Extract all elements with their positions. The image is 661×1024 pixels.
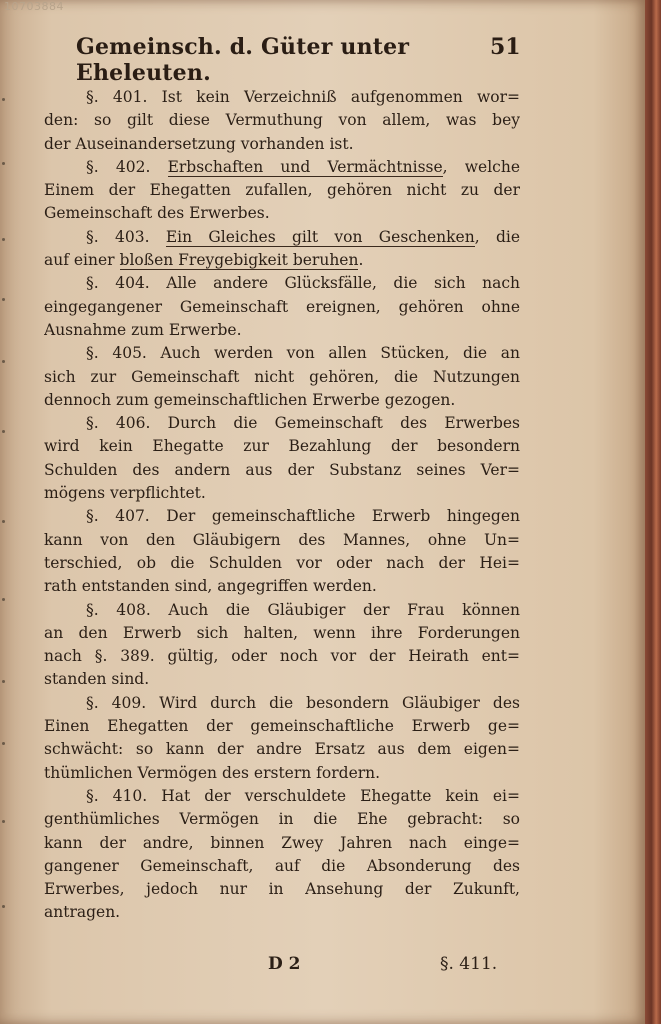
text-line: §. 405. Auch werden von allen Stücken, die an [86,344,520,363]
margin-speck [2,905,5,908]
text-line: §. 407. Der gemeinschaftliche Erwerb hingegen [86,507,520,526]
text-line: dennoch zum gemeinschaftlichen Erwerbe gezogen. [44,390,456,409]
text-line: Gemeinschaft des Erwerbes. [44,204,270,223]
text-line: eingegangener Gemeinschaft ereignen, gehören ohne [44,297,520,316]
margin-speck [2,598,5,601]
text-line: sich zur Gemeinschaft nicht gehören, die Nutzungen [44,367,520,386]
text-line: der Auseinandersetzung vorhanden ist. [44,134,354,153]
text-line: nach §. 389. gültig, oder noch vor der Heirath ent= [44,647,520,666]
text-line: mögens verpflichtet. [44,484,206,503]
margin-speck [2,238,5,241]
text-line: rath entstanden sind, angegriffen werden. [44,577,377,596]
text-line: Einen Ehegatten der gemeinschaftliche Erwerb ge= [44,717,520,736]
catchword: §. 411. [440,954,498,974]
text-line: gangener Gemeinschaft, auf die Absonderung des [44,856,520,875]
text-line: antragen. [44,903,121,922]
text-line: kann von den Gläubigern des Mannes, ohne Un= [44,530,520,549]
text-line: den: so gilt diese Vermuthung von allem, was bey [44,111,520,130]
margin-speck [2,360,5,363]
underlined-phrase: Ein Gleiches gilt von Geschenken [165,227,475,246]
text-line: thümlichen Vermögen des erstern fordern. [44,763,381,782]
margin-speck [2,820,5,823]
text-line: Erwerbes, jedoch nur in Ansehung der Zukunft, [44,880,520,899]
text-line: schwächt: so kann der andre Ersatz aus dem eigen= [44,740,520,759]
signature-mark: D 2 [268,954,301,974]
text-line: an den Erwerb sich halten, wenn ihre Forderungen [44,623,520,642]
margin-speck [2,680,5,683]
text-line: auf einer bloßen Freygebigkeit beruhen. [44,251,364,270]
margin-speck [2,298,5,301]
text-line: §. 404. Alle andere Glücksfälle, die sich nach [86,274,520,293]
body-text [44,86,520,925]
text-line: §. 410. Hat der verschuldete Ehegatte kein ei= [86,786,520,805]
text-line: §. 402. Erbschaften und Vermächtnisse, welche [86,157,520,176]
text-line: genthümliches Vermögen in die Ehe gebracht: so [44,810,520,829]
margin-speck [2,98,5,101]
margin-speck [2,520,5,523]
page-footer [0,954,645,980]
text-line: kann der andre, binnen Zwey Jahren nach einge= [44,833,520,852]
running-head: Gemeinsch. d. Güter unter Eheleuten. [76,34,410,86]
text-line: §. 401. Ist kein Verzeichniß aufgenommen wor= [86,88,520,106]
page-edge [645,0,661,1024]
text-line: §. 403. Ein Gleiches gilt von Geschenken, die [86,227,520,246]
page-number: 51 [490,34,521,60]
text-line: §. 409. Wird durch die besondern Gläubiger des [86,693,520,712]
text-line: §. 408. Auch die Gläubiger der Frau können [86,600,520,619]
margin-speck [2,742,5,745]
underlined-phrase: Erbschaften und Vermächtnisse [167,157,443,176]
underlined-phrase: bloßen Freygebigkeit beruhen [119,251,359,270]
text-line: standen sind. [44,670,150,689]
margin-speck [2,430,5,433]
text-line: terschied, ob die Schulden vor oder nach der Hei= [44,553,520,572]
text-line: Schulden des andern aus der Substanz seines Ver= [44,460,520,479]
text-line: Ausnahme zum Erwerbe. [44,320,242,339]
margin-speck [2,162,5,165]
text-line: wird kein Ehegatte zur Bezahlung der besondern [44,437,520,456]
shelfmark-stamp: 10703884 [4,0,64,13]
text-line: §. 406. Durch die Gemeinschaft des Erwerbes [86,414,520,433]
text-line: Einem der Ehegatten zufallen, gehören nicht zu der [44,181,520,200]
